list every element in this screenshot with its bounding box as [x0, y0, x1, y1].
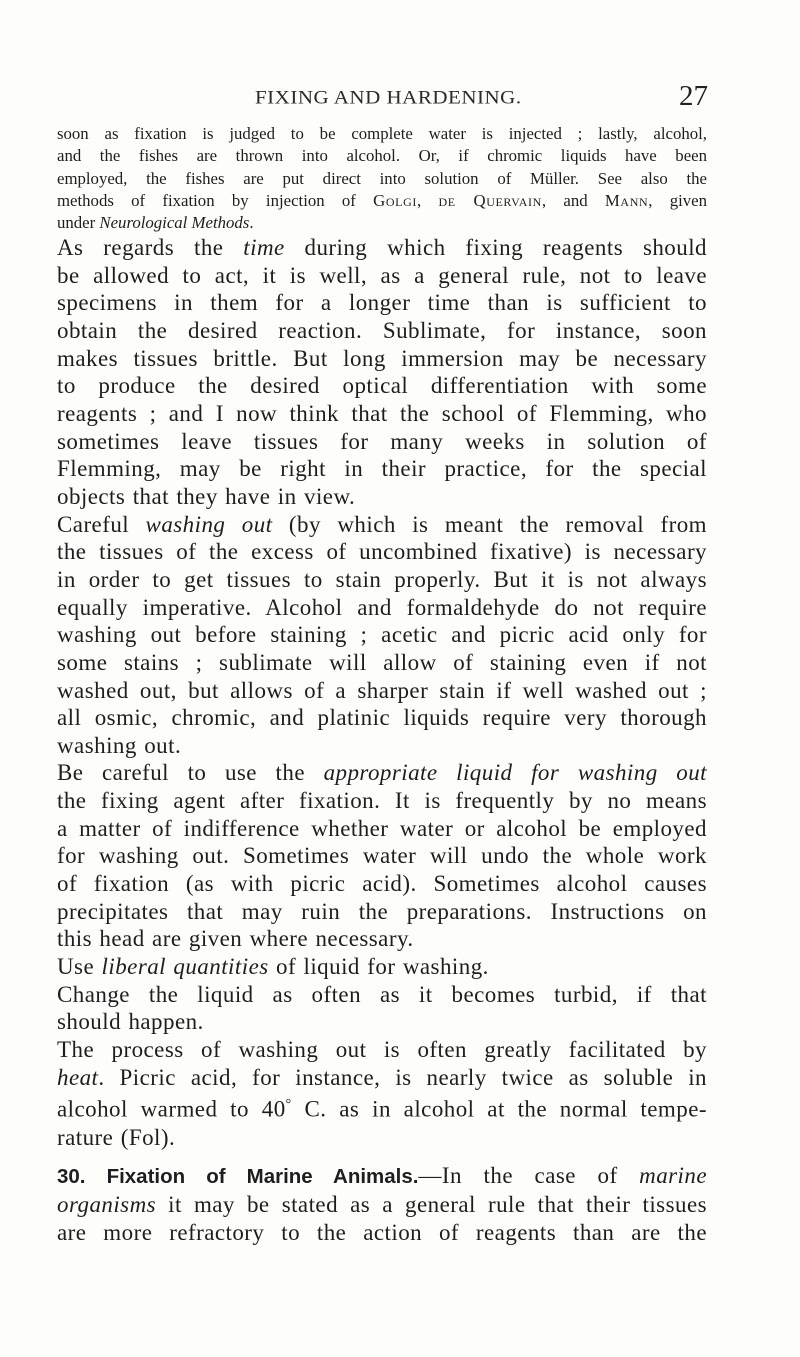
- text-line: reagents ; and I now think that the school of Flemming, who: [57, 400, 707, 426]
- text-line: makes tissues brittle. But long immersion may be necessary: [57, 345, 707, 371]
- paragraph-change-liquid: [57, 981, 707, 1036]
- text-line: to produce the desired optical differentiation with some: [57, 373, 707, 399]
- text-line: Change the liquid as often as it becomes turbid, if that: [57, 981, 707, 1007]
- paragraph-washing-out: [57, 511, 707, 760]
- text-line: soon as fixation is judged to be complete water is injected ; lastly, alcohol,: [57, 124, 707, 143]
- running-head: FIXING AND HARDENING.: [255, 86, 522, 109]
- text-line: washing out.: [57, 732, 182, 758]
- text-line: obtain the desired reaction. Sublimate, for instance, soon: [57, 317, 707, 343]
- text-line: Be careful to use the appropriate liquid for washing out: [57, 760, 707, 786]
- paragraph-heat: [57, 1036, 707, 1151]
- text-line: Careful washing out (by which is meant the removal from: [57, 511, 707, 537]
- paragraph-time: [57, 234, 707, 511]
- text-line: should happen.: [57, 1009, 204, 1035]
- emphasis-washing-out: washing out: [145, 511, 273, 537]
- author-mann: Mann: [604, 190, 649, 210]
- emphasis-time: time: [243, 235, 285, 260]
- emphasis-marine: marine: [639, 1163, 707, 1189]
- section-heading: 30. Fixation of Marine Animals.: [57, 1165, 419, 1189]
- text-line: precipitates that may ruin the preparations. Instructions on: [57, 898, 707, 924]
- emphasis-organisms: organisms: [57, 1191, 157, 1217]
- text-line: for washing out. Sometimes water will undo the whole work: [57, 843, 707, 869]
- continued-paragraph: [57, 123, 707, 234]
- section-30: [57, 1162, 707, 1246]
- text-line: under Neurological Methods.: [57, 213, 254, 233]
- text-line: the tissues of the excess of uncombined fixative) is necessary: [57, 539, 707, 565]
- text-line: this head are given where necessary.: [57, 926, 414, 952]
- text-line: be allowed to act, it is well, as a general rule, not to leave: [57, 262, 707, 288]
- main-text: [57, 234, 707, 1246]
- text-line: As regards the time during which fixing reagents should: [57, 235, 707, 260]
- page-header: [0, 80, 800, 114]
- text-line: washing out before staining ; acetic and picric acid only for: [57, 622, 707, 648]
- emphasis-appropriate-liquid: appropriate liquid for washing out: [323, 760, 707, 786]
- text-line: some stains ; sublimate will allow of staining even if not: [57, 649, 707, 675]
- paragraph-appropriate-liquid: [57, 759, 707, 953]
- cross-reference: Neurological Methods: [99, 213, 250, 233]
- text-line: washed out, but allows of a sharper stain if well washed out ;: [57, 677, 707, 703]
- text-line: 30. Fixation of Marine Animals.—In the case of marine: [57, 1163, 707, 1189]
- emphasis-liberal-quantities: liberal quantities: [101, 954, 269, 980]
- emphasis-heat: heat: [57, 1064, 99, 1090]
- text-line: methods of fixation by injection of Golgi, de Quervain, and Mann, given: [57, 190, 707, 210]
- text-line: sometimes leave tissues for many weeks in solution of: [57, 428, 707, 454]
- text-line: organisms it may be stated as a general rule that their tissues: [57, 1191, 707, 1217]
- text-line: employed, the fishes are put direct into solution of Müller. See also the: [57, 168, 707, 188]
- text-line: rature (Fol).: [57, 1124, 176, 1150]
- text-line: Flemming, may be right in their practice, for the special: [57, 456, 707, 482]
- text-line: the fixing agent after fixation. It is frequently by no means: [57, 788, 707, 814]
- text-line: heat. Picric acid, for instance, is nearly twice as soluble in: [57, 1064, 707, 1090]
- text-line: are more refractory to the action of reagents than are the: [57, 1219, 707, 1245]
- text-line: of fixation (as with picric acid). Sometimes alcohol causes: [57, 871, 707, 897]
- text-line: and the fishes are thrown into alcohol. Or, if chromic liquids have been: [57, 146, 707, 166]
- text-line: all osmic, chromic, and platinic liquids require very thorough: [57, 705, 707, 731]
- text-line: alcohol warmed to 40° C. as in alcohol at the normal tempe-: [57, 1097, 707, 1122]
- text-line: equally imperative. Alcohol and formaldehyde do not require: [57, 594, 707, 620]
- text-line: objects that they have in view.: [57, 483, 356, 509]
- author-de-quervain: de Quervain: [438, 190, 542, 210]
- author-golgi: Golgi: [373, 190, 417, 210]
- paragraph-liberal-quantities: [57, 953, 707, 981]
- text-line: Use liberal quantities of liquid for washing.: [57, 954, 489, 980]
- page-number: 27: [679, 80, 708, 112]
- text-line: The process of washing out is often greatly facilitated by: [57, 1037, 707, 1063]
- text-line: specimens in them for a longer time than is sufficient to: [57, 290, 707, 316]
- text-line: a matter of indifference whether water or alcohol be employed: [57, 815, 707, 841]
- text-line: in order to get tissues to stain properly. But it is not always: [57, 566, 707, 592]
